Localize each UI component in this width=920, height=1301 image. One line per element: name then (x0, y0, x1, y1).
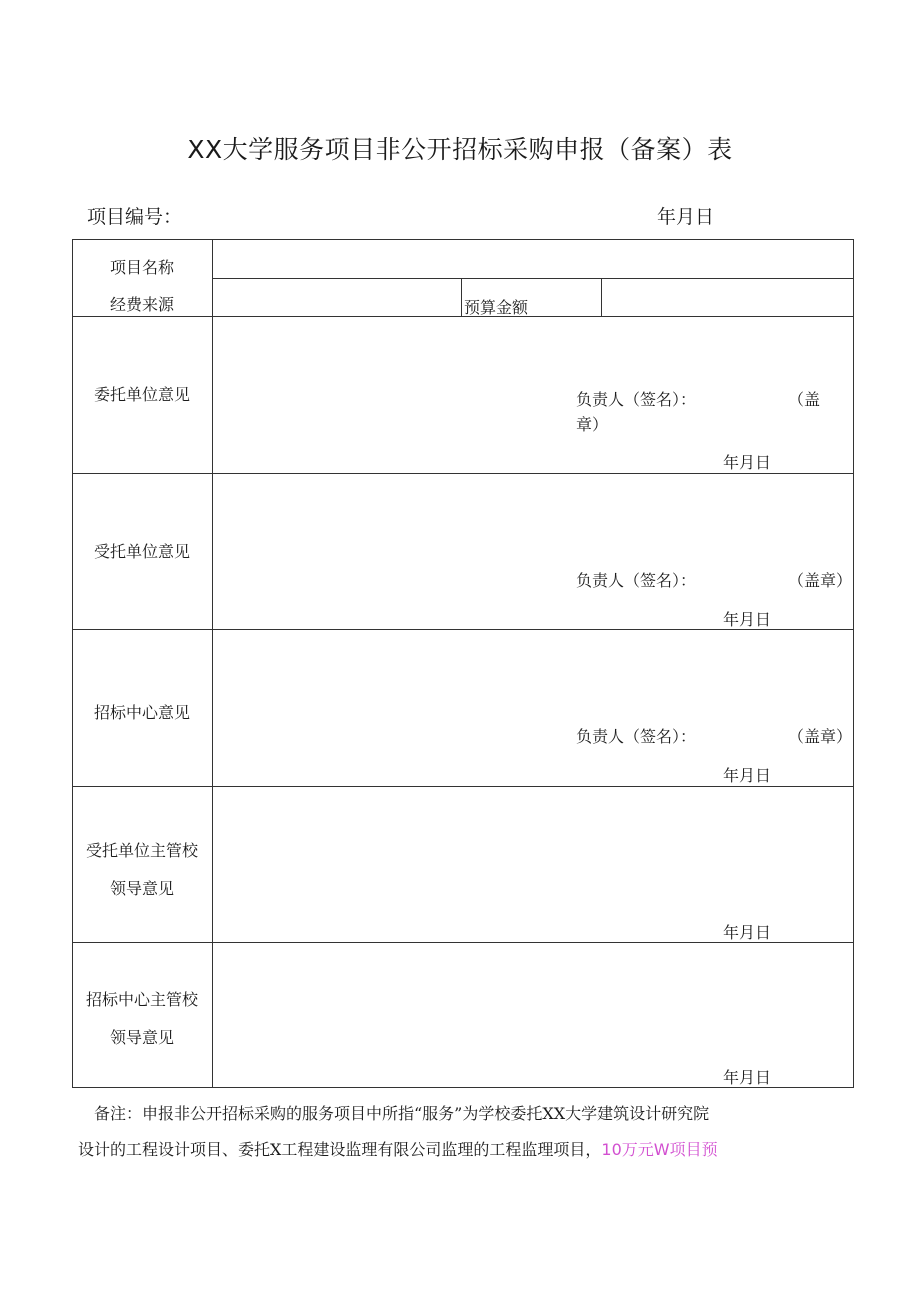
fund-source-field[interactable] (213, 279, 461, 316)
tender-center-opinion-label: 招标中心意见 (93, 703, 190, 722)
budget-divider-left (461, 278, 462, 316)
tender-leader-date: 年月日 (723, 1068, 772, 1087)
contractor-seal-label: （盖章） (788, 571, 853, 590)
contractor-date: 年月日 (723, 610, 772, 629)
client-seal-label-wrap: 章） (576, 415, 609, 434)
project-name-label: 项目名称 (109, 258, 174, 277)
table-border-right (853, 239, 854, 1088)
budget-amount-field[interactable] (602, 279, 853, 316)
application-form-table (72, 239, 854, 1088)
contractor-leader-label-line1: 受托单位主管校 (85, 841, 198, 860)
contractor-signature-line (576, 568, 853, 591)
tender-center-seal-label: （盖章） (788, 727, 853, 746)
contractor-leader-opinion-field[interactable] (213, 787, 853, 942)
tender-center-signer-label: 负责人（签名）： (576, 727, 697, 746)
contractor-opinion-field[interactable] (213, 474, 853, 629)
project-name-field[interactable] (213, 240, 853, 278)
footnote-line-2 (78, 1132, 848, 1168)
client-signer-label: 负责人（签名）： (576, 390, 697, 409)
contractor-opinion-label: 受托单位意见 (93, 542, 190, 561)
client-opinion-label: 委托单位意见 (93, 385, 190, 404)
client-signature-line (576, 387, 821, 410)
footnote (78, 1096, 848, 1168)
footnote-line-2-text: 设计的工程设计项目、委托X工程建设监理有限公司监理的工程监理项目， (78, 1140, 602, 1159)
budget-amount-label: 预算金额 (464, 298, 529, 317)
client-date: 年月日 (723, 453, 772, 472)
fund-source-label: 经费来源 (109, 295, 174, 314)
footnote-highlight: 10万元W项目预 (601, 1140, 718, 1159)
tender-center-date: 年月日 (723, 766, 772, 785)
contractor-leader-label-line2: 领导意见 (109, 879, 174, 898)
client-seal-label: （盖 (788, 390, 821, 409)
footnote-line-1: 备注：申报非公开招标采购的服务项目中所指“服务”为学校委托XX大学建筑设计研究院 (94, 1104, 710, 1123)
tender-leader-label-line2: 领导意见 (109, 1028, 174, 1047)
page-title: XX大学服务项目非公开招标采购申报（备案）表 (187, 135, 733, 164)
contractor-signer-label: 负责人（签名）： (576, 571, 697, 590)
tender-leader-label-line1: 招标中心主管校 (85, 990, 198, 1009)
table-border-left (72, 239, 73, 1088)
header-date-label: 年月日 (657, 206, 715, 228)
tender-center-signature-line (576, 724, 853, 747)
contractor-leader-date: 年月日 (723, 923, 772, 942)
project-number-label: 项目编号： (87, 206, 183, 228)
